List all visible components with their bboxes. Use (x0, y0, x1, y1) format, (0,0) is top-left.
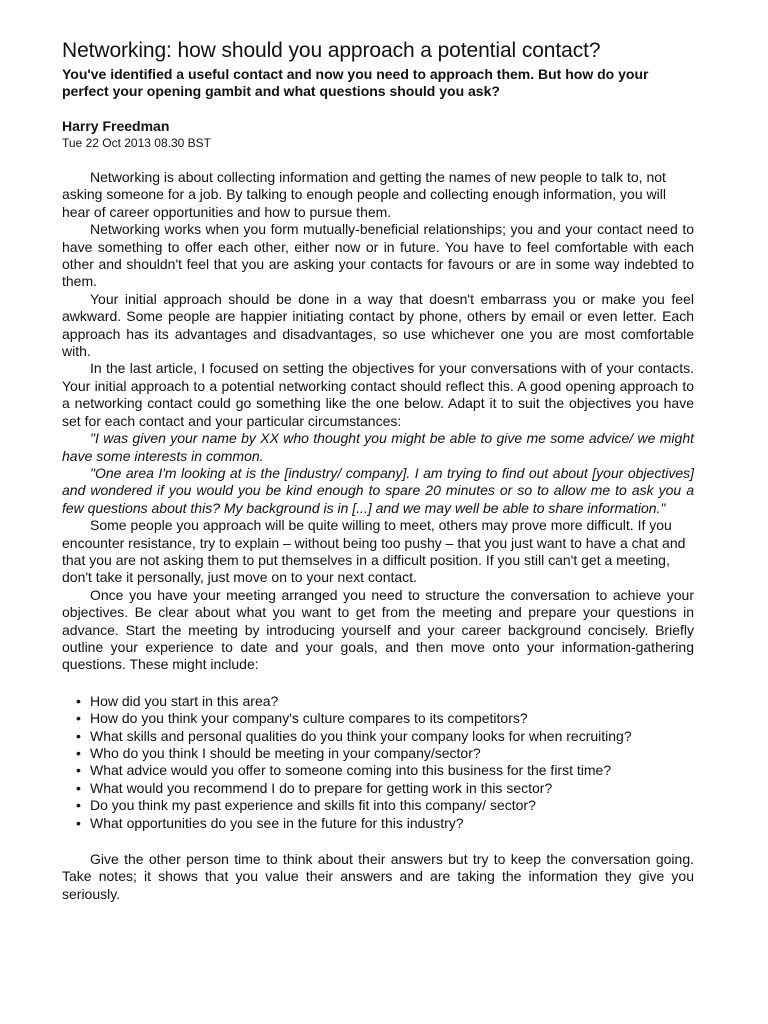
article-title: Networking: how should you approach a potential contact? (62, 39, 601, 62)
bullet-icon: • (76, 727, 81, 744)
bullet-icon: • (76, 762, 81, 779)
list-item-text: What opportunities do you see in the future for this industry? (90, 814, 464, 831)
article-subtitle: You've identified a useful contact and now you need to approach them. But how do your perfect your opening gambit and what questions should you ask? (62, 66, 649, 99)
paragraph: Your initial approach should be done in a way that doesn't embarrass you or make you feel awkward. Some people are happier initiating contact by phone, others by email or even letter. Each approach has its advantages and disadvantages, so use whichever one you are most comfortable with. (62, 290, 694, 360)
list-item-text: How did you start in this area? (90, 692, 279, 709)
bullet-icon: • (76, 745, 81, 761)
list-item (62, 745, 694, 762)
paragraph: In the last article, I focused on setting the objectives for your conversations with of your contacts. Your initial approach to a potential networking contact should reflect this. A good opening approach to a networking contact could go something like the one below. Adapt it to suit the objectives you have set for each contact and your particular circumstances: (62, 360, 694, 429)
list-item (62, 797, 694, 814)
list-item-text: What advice would you offer to someone coming into this business for the first time? (90, 762, 612, 779)
list-item-text: How do you think your company's culture compares to its competitors? (90, 710, 528, 727)
list-item-text: Do you think my past experience and skills fit into this company/ sector? (90, 797, 536, 814)
bullet-icon: • (76, 779, 81, 796)
bullet-icon: • (76, 814, 81, 831)
question-list (62, 693, 694, 832)
quote-paragraph: "I was given your name by XX who thought you might be able to give me some advice/ we might have some interests in common. (62, 430, 694, 464)
paragraph: Networking is about collecting information and getting the names of new people to talk to, not asking someone for a job. By talking to enough people and collecting enough information, you will hear of career opportunities and how to pursue them. (62, 169, 666, 220)
article-date: Tue 22 Oct 2013 08.30 BST (62, 136, 211, 150)
list-item (62, 728, 694, 745)
list-item (62, 693, 694, 710)
quote-paragraph: "One area I'm looking at is the [industry/ company]. I am trying to find out about [your objectives] and wondered if you would you be kind enough to spare 20 minutes or so to allow me to ask you a few questions about this? My background is in [...] and we may well be able to share information." (62, 464, 694, 516)
paragraph: Once you have your meeting arranged you need to structure the conversation to achieve your objectives. Be clear about what you want to get from the meeting and prepare your questions in advance. Start the meeting by introducing yourself and your career background concisely. Briefly outline your experience to date and your goals, and then move onto your information-gathering questions. These might include: (62, 586, 694, 673)
list-item (62, 762, 694, 779)
list-item (62, 780, 694, 797)
list-item (62, 710, 694, 727)
article-body (62, 169, 694, 903)
list-item-text: Who do you think I should be meeting in your company/sector? (90, 745, 481, 761)
paragraph: Some people you approach will be quite willing to meet, others may prove more difficult. If you encounter resistance, try to explain – without being too pushy – that you just want to have a chat and that you are not asking them to put themselves in a difficult position. If you still can't get a meeting, don't take it personally, just move on to your next contact. (62, 517, 686, 586)
list-item-text: What would you recommend I do to prepare for getting work in this sector? (90, 779, 553, 796)
article (62, 38, 694, 903)
paragraph: Networking works when you form mutually-beneficial relationships; you and your contact need to have something to offer each other, either now or in future. You have to feel comfortable with each other and shouldn't feel that you are asking your contacts for favours or are in some way indebted to them. (62, 221, 694, 290)
closing-paragraph: Give the other person time to think about their answers but try to keep the conversation going. Take notes; it shows that you value their answers and are taking the information they give you seriously. (62, 851, 694, 902)
bullet-icon: • (76, 710, 81, 727)
list-item (62, 815, 694, 832)
article-author: Harry Freedman (62, 118, 170, 134)
bullet-icon: • (76, 692, 81, 709)
bullet-icon: • (76, 797, 81, 814)
list-item-text: What skills and personal qualities do you think your company looks for when recruiting? (90, 727, 632, 744)
